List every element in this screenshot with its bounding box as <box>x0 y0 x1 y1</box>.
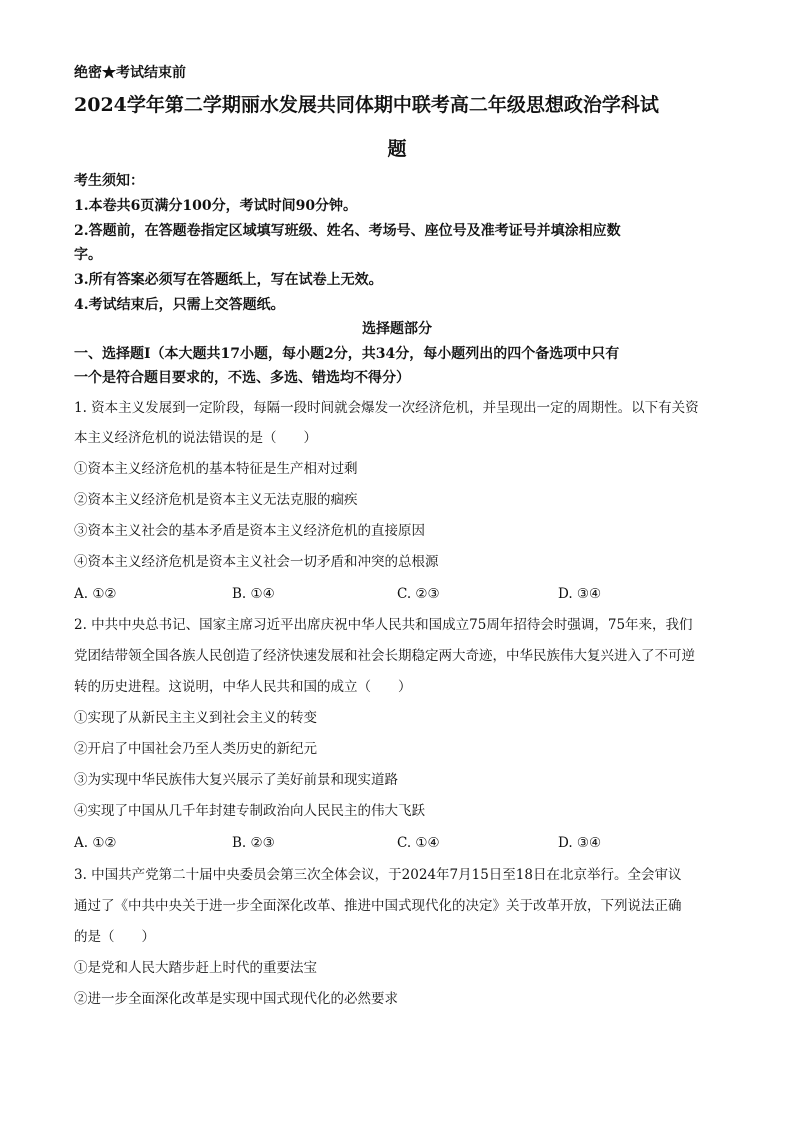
question-2-stem: 2. 中共中央总书记、国家主席习近平出席庆祝中华人民共和国成立75周年招待会时强调，75年来，我们 <box>74 617 693 633</box>
question-3-stem: 通过了《中共中央关于进一步全面深化改革、推进中国式现代化的决定》关于改革开放，下列说法正确 <box>74 898 682 914</box>
question-3-statement: ②进一步全面深化改革是实现中国式现代化的必然要求 <box>74 991 398 1007</box>
question-2-statement: ①实现了从新民主主义到社会主义的转变 <box>74 710 317 726</box>
question-1-statement: ①资本主义经济危机的基本特征是生产相对过剩 <box>74 461 358 477</box>
choice-d[interactable]: D. ③④ <box>558 586 602 602</box>
choice-d[interactable]: D. ③④ <box>558 835 602 851</box>
choice-b[interactable]: B. ②③ <box>232 835 275 851</box>
notice-item: 字。 <box>74 247 102 263</box>
notice-heading: 考生须知： <box>74 173 144 189</box>
exam-title-line1: 2024学年第二学期丽水发展共同体期中联考高二年级思想政治学科试 <box>74 94 659 116</box>
question-2-statement: ③为实现中华民族伟大复兴展示了美好前景和现实道路 <box>74 772 398 788</box>
question-2-statement: ②开启了中国社会乃至人类历史的新纪元 <box>74 741 317 757</box>
notice-item: 4.考试结束后，只需上交答题纸。 <box>74 297 285 313</box>
notice-item: 1.本卷共6页满分100分，考试时间90分钟。 <box>74 198 358 214</box>
choice-b[interactable]: B. ①④ <box>232 586 275 602</box>
question-3-stem: 3. 中国共产党第二十届中央委员会第三次全体会议，于2024年7月15日至18日在北京举行。全会审议 <box>74 867 682 883</box>
choice-c[interactable]: C. ①④ <box>397 835 440 851</box>
choice-c[interactable]: C. ②③ <box>397 586 440 602</box>
question-2-stem: 党团结带领全国各族人民创造了经济快速发展和社会长期稳定两大奇迹，中华民族伟大复兴进入了不可逆 <box>74 648 695 664</box>
notice-item: 2.答题前，在答题卷指定区域填写班级、姓名、考场号、座位号及准考证号并填涂相应数 <box>74 223 621 239</box>
notice-item: 3.所有答案必须写在答题纸上，写在试卷上无效。 <box>74 272 383 288</box>
question-1-stem: 本主义经济危机的说法错误的是（ ） <box>74 430 317 446</box>
question-2-statement: ④实现了中国从几千年封建专制政治向人民民主的伟大飞跃 <box>74 803 425 819</box>
exam-title-line2: 题 <box>387 138 407 160</box>
question-1-statement: ③资本主义社会的基本矛盾是资本主义经济危机的直接原因 <box>74 523 425 539</box>
question-1-statement: ④资本主义经济危机是资本主义社会一切矛盾和冲突的总根源 <box>74 554 439 570</box>
section-instruction: 一、选择题Ⅰ（本大题共17小题，每小题2分，共34分，每小题列出的四个备选项中只有 <box>74 346 620 362</box>
confidential-label: 绝密★考试结束前 <box>74 65 186 81</box>
section-instruction: 一个是符合题目要求的，不选、多选、错选均不得分） <box>74 370 410 386</box>
question-1-stem: 1. 资本主义发展到一定阶段，每隔一段时间就会爆发一次经济危机，并呈现出一定的周期性。以下有关资 <box>74 400 699 416</box>
question-3-statement: ①是党和人民大踏步赶上时代的重要法宝 <box>74 960 317 976</box>
section-title: 选择题部分 <box>362 321 432 337</box>
question-2-stem: 转的历史进程。这说明，中华人民共和国的成立（ ） <box>74 679 412 695</box>
question-3-stem: 的是（ ） <box>74 929 155 945</box>
choice-a[interactable]: A. ①② <box>74 586 117 602</box>
question-1-statement: ②资本主义经济危机是资本主义无法克服的痼疾 <box>74 492 358 508</box>
choice-a[interactable]: A. ①② <box>74 835 117 851</box>
